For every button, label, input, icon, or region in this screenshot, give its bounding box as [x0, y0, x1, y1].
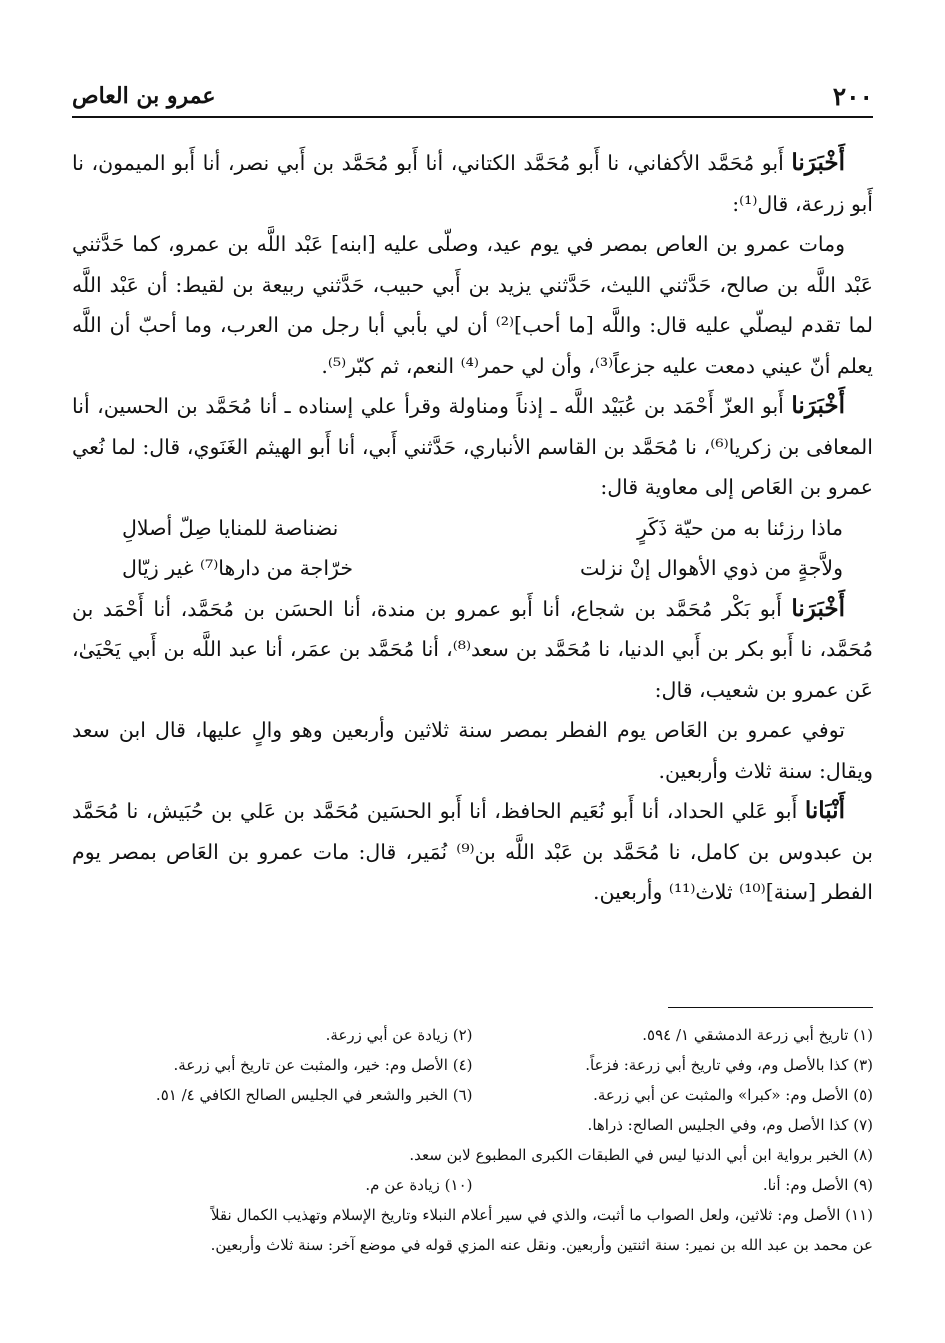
verse-hemistich-left: نضناصة للمنايا صِلّ أصلالِ [122, 515, 339, 540]
poem-verse-1 [122, 508, 843, 549]
keyword-akhbarana: أَخْبَرَنا [791, 594, 845, 622]
footnote-1: (١) تاريخ أبي زرعة الدمشقي ١/ ٥٩٤. [642, 1026, 873, 1044]
paragraph-3 [72, 386, 873, 508]
footnote-row [72, 1080, 873, 1110]
paragraph-text: أَبو العزّ أَحْمَد بن عُبَيْد اللَّه ـ إذناً ومناولة وقرأ علي إسناده ـ أنا مُحَمَّد بن الحسين، أنا المعافى بن زكريا⁽⁶⁾، نا مُحَمَّد بن القاسم الأنباري، حَدَّثني أَبي، أنا أَبو الهيثم الغَنَوي، قال: لما نُعي عمرو بن العَاص إلى معاوية قال: [72, 394, 873, 499]
footnote-11-continued: عن محمد بن عبد الله بن نمير: سنة اثنتين وأربعين. ونقل عنه المزي قوله في موضع آخر: سنة ثلاث وأربعين. [210, 1236, 873, 1254]
verse-hemistich-left: خرّاجة من دارها⁽⁷⁾ غير زيّال [122, 556, 354, 580]
paragraph-2: ومات عمرو بن العاص بمصر في يوم عيد، وصلّى عليه [ابنه] عَبْد اللَّه بن عمرو، كما حَدَّثني عَبْد اللَّه بن صالح، حَدَّثني الليث، حَدَّثني يزيد بن أَبي حبيب، حَدَّثني ربيعة بن لقيط: أن عَبْد اللَّه لما تقدم ليصلّي عليه قال: واللَّه [ما أحب]⁽²⁾ أن لي بأبي أبا رجل من العرب، وما أحبّ أن اللَّه يعلم أنّ عيني دمعت عليه جزعاً⁽³⁾، وأن لي حمر⁽⁴⁾ النعم، ثم كبّر⁽⁵⁾. [72, 232, 873, 378]
footnote-3: (٣) كذا بالأصل وم، وفي تاريخ أبي زرعة: فزعاً. [585, 1056, 873, 1074]
paragraph-text: أَبو بَكْر مُحَمَّد بن شجاع، أنا أَبو عمرو بن مندة، أنا الحسَن بن مُحَمَّد، أنا أَحْمَد بن مُحَمَّد، نا أَبو بكر بن أَبي الدنيا، نا مُحَمَّد بن سعد⁽⁸⁾، أنا مُحَمَّد بن عمَر، أنا عبد اللَّه بن أَبي يَحْيَىٰ، عَن عمرو بن شعيب، قال: [72, 596, 873, 702]
footnote-10: (١٠) زيادة عن م. [365, 1176, 473, 1194]
paragraph-5: توفي عمرو بن العَاص يوم الفطر بمصر سنة ثلاثين وأربعين وهو والٍ عليها، قال ابن سعد ويقال: سنة ثلاث وأربعين. [72, 718, 873, 783]
footnote-6: (٦) الخبر والشعر في الجليس الصالح الكافي ٤/ ٥١. [155, 1086, 473, 1104]
footnote-9: (٩) الأصل وم: أنا. [762, 1176, 873, 1194]
paragraph-6 [72, 791, 873, 913]
page-number: ٢٠٠ [832, 81, 873, 111]
keyword-akhbarana: أَخْبَرَنا [791, 392, 845, 419]
page-header [72, 80, 873, 118]
verse-hemistich-right: ولاَّجةٍ من ذوي الأهوال إنْ نزلت [579, 556, 843, 580]
poem-verse-2 [122, 548, 843, 589]
footnote-4: (٤) الأصل وم: خير، والمثبت عن تاريخ أبي زرعة. [173, 1056, 473, 1074]
paragraph-1 [72, 143, 873, 224]
footnote-7: (٧) كذا الأصل وم، وفي الجليس الصالح: ذراها. [587, 1116, 873, 1134]
verse-hemistich-right: ماذا رزئنا به من حيّة ذَكَرٍ [637, 515, 843, 540]
footnote-8: (٨) الخبر برواية ابن أبي الدنيا ليس في الطبقات الكبرى المطبوع لابن سعد. [409, 1146, 873, 1164]
keyword-akhbarana: أَخْبَرَنا [791, 149, 845, 176]
footnote-row [72, 1020, 873, 1050]
footnote-separator [668, 1007, 873, 1008]
paragraph-text: أَبو مُحَمَّد الأكفاني، نا أَبو مُحَمَّد الكتاني، أنا أَبو مُحَمَّد بن أَبي نصر، أنا أَبو الميمون، نا أَبو زرعة، قال⁽¹⁾: [72, 151, 873, 216]
running-title: عمرو بن العاص [72, 83, 216, 109]
footnote-row [72, 1050, 873, 1080]
paragraph-4 [72, 589, 873, 711]
main-text [72, 143, 873, 913]
footnote-11: (١١) الأصل وم: ثلاثين، ولعل الصواب ما أثبت، والذي في سير أعلام النبلاء وتاريخ الإسلام وتهذيب الكمال نقلاً [210, 1206, 873, 1224]
footnote-row [72, 1170, 873, 1200]
footnote-5: (٥) الأصل وم: «كبرا» والمثبت عن أبي زرعة. [593, 1086, 873, 1104]
keyword-anbana: أَنْبَانا [804, 797, 845, 824]
footnotes [72, 1020, 873, 1260]
footnote-2: (٢) زيادة عن أبي زرعة. [325, 1026, 473, 1044]
paragraph-text: أَبو عَلي الحداد، أنا أَبو نُعَيم الحافظ، أنا أَبو الحسَين مُحَمَّد بن عَلي بن حُبَيش، نا مُحَمَّد بن عبدوس بن كامل، نا مُحَمَّد بن عَبْد اللَّه بن⁽⁹⁾ نُمَير، قال: مات عمرو بن العَاص بمصر يوم الفطر [سنة]⁽¹⁰⁾ ثلاث⁽¹¹⁾ وأربعين. [72, 799, 873, 904]
